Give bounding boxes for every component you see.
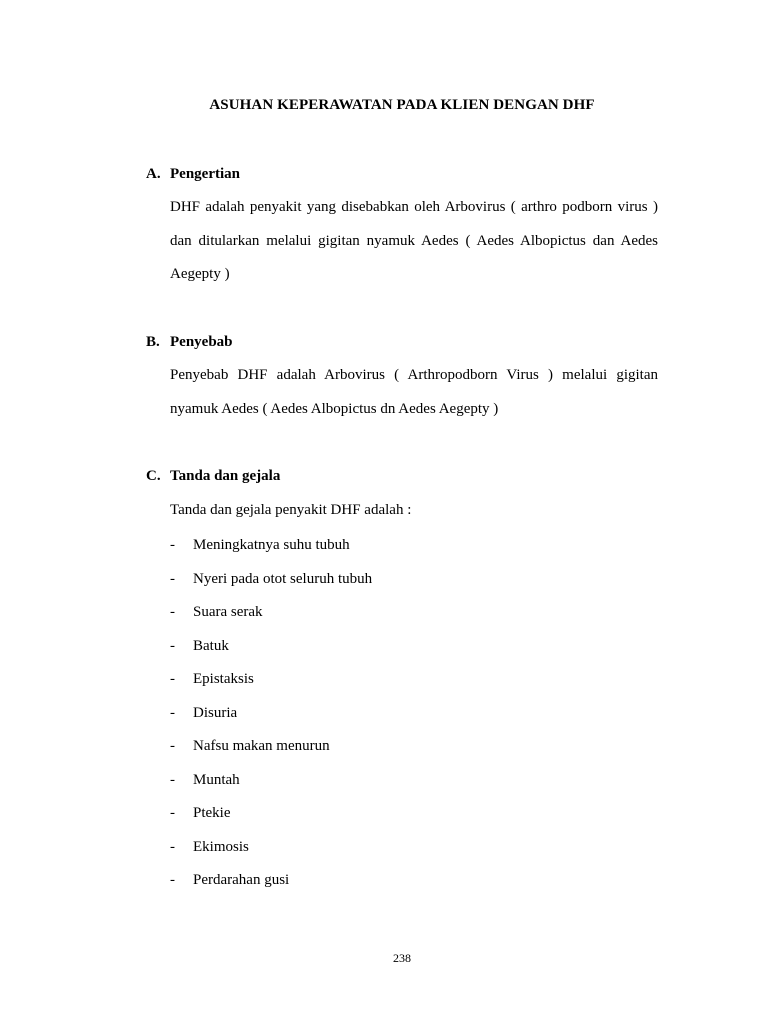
page-number: 238 (393, 951, 411, 965)
section-title: Penyebab (170, 334, 233, 350)
bullet-dash: - (170, 805, 175, 821)
paragraph-line: dan ditularkan melalui gigitan nyamuk Aedes ( Aedes Albopictus dan Aedes (170, 232, 658, 249)
list-item-text: Ptekie (193, 805, 231, 821)
section-letter: C. (146, 468, 161, 484)
bullet-dash: - (170, 872, 175, 888)
list-item-text: Epistaksis (193, 671, 254, 687)
list-item-text: Muntah (193, 771, 240, 788)
paragraph-line: Aegepty ) (170, 266, 230, 282)
section-heading (146, 334, 233, 351)
section-intro: Tanda dan gejala penyakit DHF adalah : (170, 502, 412, 518)
section-title: Tanda dan gejala (170, 468, 281, 484)
section-letter: B. (146, 334, 160, 350)
bullet-dash: - (170, 838, 175, 855)
paragraph-line: DHF adalah penyakit yang disebabkan oleh Arbovirus ( arthro podborn virus ) (170, 199, 658, 215)
list-item-text: Ekimosis (193, 838, 249, 855)
bullet-dash: - (170, 537, 175, 553)
bullet-dash: - (170, 771, 175, 788)
document-title: ASUHAN KEPERAWATAN PADA KLIEN DENGAN DHF (209, 97, 595, 113)
section-paragraph (170, 359, 658, 426)
bullet-dash: - (170, 671, 175, 687)
section-heading (146, 468, 280, 485)
list-item-text: Meningkatnya suhu tubuh (193, 537, 350, 553)
bullet-dash: - (170, 738, 175, 754)
list-item-text: Nafsu makan menurun (193, 738, 330, 754)
paragraph-line: nyamuk Aedes ( Aedes Albopictus dn Aedes Aegepty ) (170, 400, 499, 417)
section-heading (146, 166, 240, 183)
list-item-text: Disuria (193, 704, 238, 721)
paragraph-line: Penyebab DHF adalah Arbovirus ( Arthropodborn Virus ) melalui gigitan (170, 367, 658, 383)
bullet-dash: - (170, 637, 175, 654)
list-item-text: Batuk (193, 637, 229, 654)
bullet-dash: - (170, 704, 175, 721)
section-title: Pengertian (170, 166, 240, 182)
list-item-text: Perdarahan gusi (193, 872, 290, 888)
list-item-text: Suara serak (193, 604, 263, 620)
bullet-dash: - (170, 604, 175, 620)
section-letter: A. (146, 166, 161, 182)
section-paragraph (170, 191, 658, 292)
list-item-text: Nyeri pada otot seluruh tubuh (193, 570, 373, 587)
bullet-dash: - (170, 570, 175, 587)
